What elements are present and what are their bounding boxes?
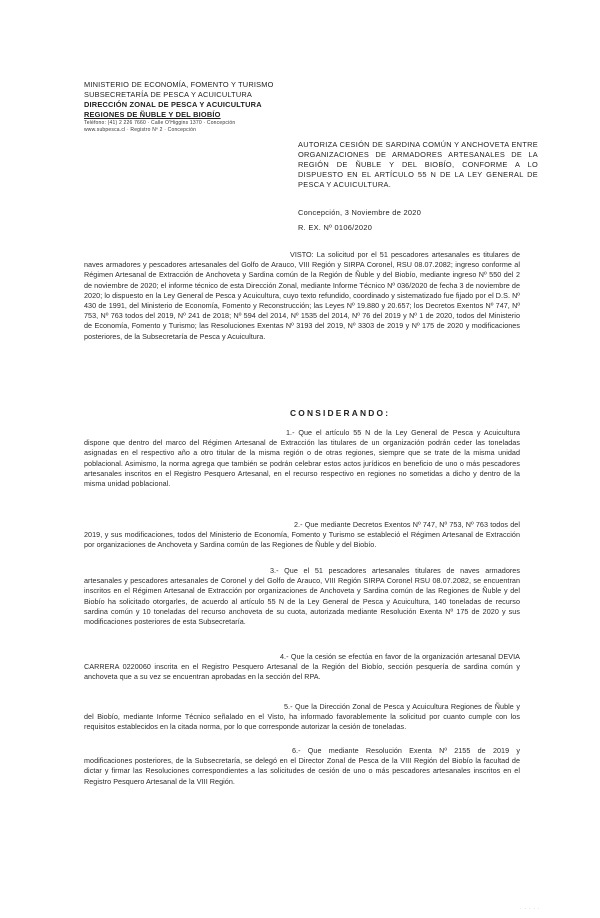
considerando-paragraph-2: 2.- Que mediante Decretos Exentos Nº 747, Nº 753, Nº 763 todos del 2019, y sus modificaciones, todos del Ministerio de Economía, Fomento y Turismo se estableció el Régimen Artesanal de Extracción por organizaciones de Anchoveta y Sardina común de las Regiones de Ñuble y del Biobío. — [84, 520, 520, 550]
address-line: Teléfono: (41) 2 226 7660 · Calle O'Higgins 1370 · Concepción — [84, 120, 236, 126]
considerando-paragraph-6: 6.- Que mediante Resolución Exenta Nº 2155 de 2019 y modificaciones posteriores, de la Subsecretaría, se delegó en el Director Zonal de Pesca de la VIII Región del Biobío la facultad de dictar y firmar las Resoluciones correspondientes a las solicitudes de cesión de uno o más pescadores artesanales inscritos en el Registro Pesquero Artesanal de la VIII Región. — [84, 746, 520, 786]
considerando-paragraph-4: 4.- Que la cesión se efectúa en favor de la organización artesanal DEVIA CARRERA 0220060 inscrita en el Registro Pesquero Artesanal de la Región del Biobío, sección pesquería de sardina común y anchoveta que a su vez se encuentran aprobadas en la sección del RPA. — [84, 652, 520, 682]
page-footer-mark: · · · · · — [520, 906, 541, 911]
resolution-date: Concepción, 3 Noviembre de 2020 — [298, 208, 422, 217]
resolution-number: R. EX. Nº 0106/2020 — [298, 223, 373, 232]
letterhead — [84, 80, 324, 134]
resolution-reference: AUTORIZA CESIÓN DE SARDINA COMÚN Y ANCHOVETA ENTRE ORGANIZACIONES DE ARMADORES ARTESANALES DE LA REGIÓN DE ÑUBLE Y DEL BIOBÍO, CONFORME A LO DISPUESTO EN EL ARTÍCULO 55 N DE LA LEY GENERAL DE PESCA Y ACUICULTURA. — [298, 140, 538, 189]
considerando-paragraph-1: 1.- Que el artículo 55 N de la Ley General de Pesca y Acuicultura dispone que dentro del marco del Régimen Artesanal de Extracción las titulares de un organización podrán ceder las toneladas asignadas en el respectivo año a otro titular de la misma región o de otras regiones, siempre que se trate de la misma unidad poblacional. Asimismo, la norma agrega que también se podrán celebrar estos actos jurídicos en beneficio de uno o más pescadores artesanales inscritos en el Registro Pesquero Artesanal, en el recurso respectivo en regiones no sometidas a dicho y dentro de la misma unidad poblacional. — [84, 428, 520, 489]
visto-paragraph: VISTO: La solicitud por el 51 pescadores artesanales es titulares de naves armadores y pescadores artesanales del Golfo de Arauco, VIII Región y SIRPA Coronel, RSU 08.07.2082; ingreso conforme al Régimen Artesanal de Extracción de Anchoveta y Sardina común de la Región de Ñuble y del Biobío, mediante ingreso Nº 550 del 2 de noviembre de 2020; el informe técnico de esta Dirección Zonal, mediante Informe Técnico Nº 036/2020 de fecha 3 de noviembre de 2020; lo dispuesto en la Ley General de Pesca y Acuicultura, cuyo texto refundido, coordinado y sistematizado fue fijado por el D.S. Nº 430 de 1991, del Ministerio de Economía, Fomento y Reconstrucción; las Leyes Nº 19.880 y 20.657; los Decretos Exentos Nº 747, Nº 753, Nº 763 todos del 2019, Nº 241 de 2018; Nº 594 del 2014, Nº 1535 del 2014, Nº 76 del 2019 y Nº 1 de 2020, todos del Ministerio de Economía, Fomento y Turismo; las Resoluciones Exentas Nº 3193 del 2019, Nº 3303 de 2019 y Nº 175 de 2020 y modificaciones posteriores, de la Subsecretaría de Pesca y Acuicultura. — [84, 250, 520, 341]
undersecretariat-line: SUBSECRETARÍA DE PESCA Y ACUICULTURA — [84, 90, 253, 99]
ministry-line: MINISTERIO DE ECONOMÍA, FOMENTO Y TURISMO — [84, 80, 274, 89]
regions-line: REGIONES DE ÑUBLE Y DEL BIOBÍO — [84, 110, 221, 119]
considerando-heading: CONSIDERANDO: — [290, 408, 391, 418]
zonal-office-line: DIRECCIÓN ZONAL DE PESCA Y ACUICULTURA — [84, 100, 262, 109]
considerando-paragraph-5: 5.- Que la Dirección Zonal de Pesca y Acuicultura Regiones de Ñuble y del Biobío, mediante Informe Técnico señalado en el Visto, ha informado favorablemente la solicitud por cuanto cumple con los requisitos establecidos en la citada norma, por lo que corresponde autorizar la cesión de toneladas. — [84, 702, 520, 732]
considerando-paragraph-3: 3.- Que el 51 pescadores artesanales titulares de naves armadores artesanales y pescadores artesanales de Coronel y del Golfo de Arauco, VIII Región SIRPA Coronel RSU 08.07.2082, se encuentran inscritos en el Régimen Artesanal de Extracción por organizaciones de Anchoveta y Sardina común de las Regiones de Ñuble y del Biobío ha solicitado otorgarles, de acuerdo al artículo 55 N de la Ley General de Pesca y Acuicultura, 140 toneladas de recurso sardina común y 10 toneladas del recurso anchoveta de su cuota, autorizada mediante Resolución Exenta Nº 175 de 2020 y sus modificaciones posteriores de esta Subsecretaría. — [84, 566, 520, 627]
address-line: www.subpesca.cl · Registro Nº 2 · Concepción — [84, 127, 197, 133]
